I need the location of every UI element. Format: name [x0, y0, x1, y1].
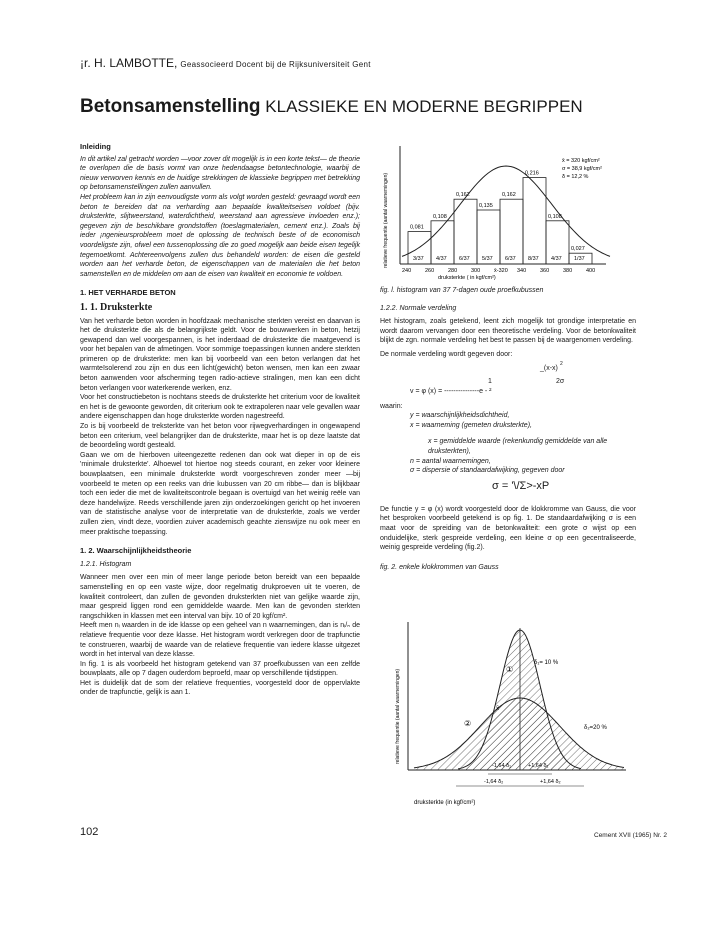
figure-2-gauss-curves	[388, 614, 636, 810]
def-y: y = waarschijnlijkheidsdichtheid,	[410, 412, 510, 420]
title-sub: KLASSIEKE EN MODERNE BEGRIPPEN	[265, 97, 583, 116]
fig2-xbar-mark: x̄	[496, 706, 499, 712]
fig1-tick-label: x̄-320	[494, 268, 508, 274]
right-column	[380, 286, 636, 572]
fig1-bar-count: 8/37	[528, 256, 539, 262]
fig1-tick-label: 260	[425, 268, 435, 274]
fig1-tick-label: 360	[540, 268, 550, 274]
fig2-curve-1-number: ①	[506, 665, 514, 674]
paragraph-druksterkte-4: Gaan we om de hierboven uiteengezette redenen dan ook wat dieper in op de eis 'minimale druksterkte'. Alhoewel tot hiertoe nog steeds courant, en zeker voor kleinere bouwplaatsen, een minimale druksterkte wordt voorgeschreven zonder meer —bij voorbeeld te meten op een reeks van drie kubussen van 20 cm ribbe— dan is blijkbaar toch een ieder die met de kwaliteitscontrole begaan is overtuigd van het weinig reële van deze handelwijze. Reeds verschillende jaren zijn onderzoekingen gericht op het invoeren van de statistische analyse voor de interpretatie van de druksterkte, zoals we verder zullen zien, vindt deze, voordien zuiver academisch geachte zienswijze nu ook meer en meer praktische toepassing.	[80, 451, 360, 536]
fig1-xlabel: druksterkte ( in kgf/cm²)	[438, 275, 496, 280]
heading-histogram: 1.2.1. Histogram	[80, 560, 132, 568]
paragraph-histogram-3: In fig. 1 is als voorbeeld het histogram getekend van 37 proefkubussen van een zelfde bouwplaats, alle op 7 dagen ouderdom beproefd, maar op verschillende tijdstippen.	[80, 660, 360, 678]
article-title	[80, 96, 583, 118]
formula-exponent-sup: 2	[560, 360, 563, 367]
page-number: 102	[80, 826, 99, 838]
fig1-bar-value: 0,081	[410, 224, 424, 231]
fig1-legend-sigma: σ = 38,9 kgf/cm²	[562, 166, 602, 172]
formula-exponent: _(x-x)	[540, 364, 558, 372]
fig2-curve-2-delta: δ₂=20 %	[584, 725, 607, 731]
author-role: Geassocieerd Docent bij de Rijksuniversiteit Gent	[180, 60, 371, 69]
fig1-bar-count: 5/37	[482, 256, 493, 262]
author-name: ¡r. H. LAMBOTTE,	[80, 56, 178, 70]
fig1-bar-count: 4/37	[436, 256, 447, 262]
fig1-bar-value: 0,108	[548, 213, 562, 220]
fig2-outer-left: -1,64 δ₂	[484, 779, 504, 785]
formula-main: v = φ (x) = ---------------e - ²	[410, 387, 492, 395]
formula-one: 1	[488, 377, 492, 385]
figure-1-caption: fig. l. histogram van 37 7-dagen oude proefkubussen	[380, 287, 544, 294]
fig1-tick-label: 240	[402, 268, 412, 274]
def-xbar-1: x = gemiddelde waarde (rekenkundig gemiddelde van alle	[428, 438, 608, 446]
fig1-bar-count: 6/37	[505, 256, 516, 262]
fig1-bar-count: 3/37	[413, 256, 424, 262]
paragraph-druksterkte-3: Zo is bij voorbeeld de treksterkte van het beton voor rijwegverhardingen in ongewapend beton een criterium, veel belangrijker dan de druksterkte, maar het is op deze laatste dat de beoordeling wordt gesteald.	[80, 423, 360, 450]
fig2-curve-2-number: ②	[464, 719, 472, 728]
paragraph-druksterkte-2: Voor het constructiebeton is nochtans steeds de druksterkte het criterium voor de kwaliteit en het is de gewoonte geworden, dit criterium ook te extrapoleren naar vele gevallen waar andere eigenschappen dan hoge druksterkte worden nagestreefd.	[80, 394, 360, 421]
heading-waarschijnlijkheid: 1. 2. Waarschijnlijkheidstheorie	[80, 546, 192, 556]
fig1-bar-value: 0,162	[502, 192, 516, 199]
heading-verharde-beton: 1. HET VERHARDE BETON	[80, 288, 176, 298]
fig2-xlabel: druksterkte (in kgf/cm²)	[414, 800, 476, 806]
fig1-tick-label: 300	[471, 268, 481, 274]
fig1-bar	[523, 178, 546, 264]
paragraph-normale-2: De normale verdeling wordt gegeven door:	[380, 350, 513, 358]
fig2-ylabel: relatieve frequentie (aantal waarnemingen)	[395, 668, 401, 764]
figure-1-histogram	[378, 140, 630, 280]
fig1-bar	[500, 199, 523, 264]
fig1-tick-label: 280	[448, 268, 458, 274]
fig1-bar-value: 0,135	[479, 203, 493, 209]
fig1-ylabel: relatieve frequentie (aantal waarnemingen)	[383, 172, 389, 268]
paragraph-druksterkte-1: Van het verharde beton worden in hoofdzaak mechanische sterkten vereist en daarvan is het de druksterkte die als de belangrijkste geldt. Voor de bouwwerken in beton, hetzij gewapend dan wel voorgespannen, is het inderdaad de druksterkte die maatgevend is voor het bepalen van de afmetingen. Voor sommige toepassingen kunnen andere sterkten primeren op de druksterkte: men kan bij voorbeeld van een beton verlangen dat het warmteïsolerend zou zijn en dus een licht(gewicht) beton wensen, men kan een zwaar beton aanwenden voor afscherming tegen radio-actieve stralingen, men kan een dicht beton verlangen voor waterkerende werken, enz.	[80, 317, 360, 392]
paragraph-histogram-4: Het is duidelijk dat de som der relatieve frequenties, voorgesteld door de oppervlakte onder de trapfunctie, gelijk is aan 1.	[80, 679, 360, 697]
title-main: Betonsamenstelling	[80, 96, 261, 117]
journal-reference: Cement XVII (1965) Nr. 2	[594, 832, 667, 839]
fig1-tick-label: 400	[586, 268, 596, 274]
author-line	[80, 56, 371, 70]
formula-block	[380, 360, 636, 402]
fig1-bar-value: 0,162	[456, 192, 470, 199]
fig1-bar-count: 6/37	[459, 256, 470, 262]
heading-normale-verdeling: 1.2.2. Normale verdeling	[380, 304, 457, 312]
left-column	[80, 142, 360, 698]
intro-paragraph-2: Het probleem kan in zijn eenvoudigste vorm als volgt worden gesteld: gevraagd wordt een beton te bereiden dat na verharding aan bepaalde kwaliteitseisen voldoet (bijv. druksterkte, slijtweerstand, waterdichtheid, weerstand aan agressieve invloeden enz.); gegeven zijn de beschikbare grondstoffen (toeslagmaterialen, cement enz.). Zoals bij ieder ¡ngenieursprobleem moet de oplossing de technisch beste of de economisch voordeligste zijn, ofwel een tussenoplossing die zo goed mogelijk aan beide eisen tegelijk tegemoetkomt. Achtereenvolgens zullen dus behandeld worden: de eisen die gesteld worden aan het verharde beton, de eigenschappen van de materialen die het beton samenstellen en de middelen om aan de eisen van kwaliteit en economie te voldoen.	[80, 193, 360, 278]
fig1-bar-value: 0,027	[571, 246, 585, 253]
fig1-tick-label: 340	[517, 268, 527, 274]
fig1-bar-value: 0,216	[525, 170, 539, 177]
formula-two-sigma: 2σ	[556, 377, 565, 385]
fig2-inner-left: -1,64 δ₁	[492, 763, 511, 769]
def-x: x = waarneming (gemeten druksterkte),	[410, 421, 532, 429]
waarin-label: waarin:	[380, 402, 403, 410]
fig1-tick-label: 380	[563, 268, 573, 274]
heading-inleiding: Inleiding	[80, 142, 111, 151]
fig1-legend-mean: x̄ = 320 kgf/cm²	[562, 158, 600, 164]
paragraph-normale-3: De functie y = φ (x) wordt voorgesteld door de klokkromme van Gauss, die voor het besproken voorbeeld getekend is op fig. 1. De standaardafwijking σ is een maat voor de spreiding van de betonkwaliteit: een grote σ wijst op een onduidelijke, sterk gespreide verdeling, een kleine σ op een gecentraliseerde, weinig gespreide verdeling (fig.2).	[380, 505, 636, 552]
paragraph-histogram-2: Heeft men nᵢ waarden in de ide klasse op een geheel van n waarnemingen, dan is nᵢ/ₙ de relatieve frequentie voor deze klasse. Het histogram wordt verkregen door de trapfunctie te construeren, waarbij de waarde van de relatieve frequentie van iedere klasse uitgezet wordt in het interval van deze klasse.	[80, 622, 360, 659]
def-xbar-2: druksterkten),	[428, 447, 471, 455]
def-n: n = aantal waarnemingen,	[410, 457, 491, 465]
sigma-formula: σ = '\/Σ>-xP	[492, 479, 550, 492]
fig1-bar-count: 4/37	[551, 256, 562, 262]
fig1-bar-value: 0,108	[433, 213, 447, 220]
fig2-curve-1-delta: δ₁= 10 %	[534, 660, 559, 666]
fig1-bar-count: 1/37	[574, 256, 585, 262]
fig1-legend-delta: δ = 12,2 %	[562, 174, 589, 180]
heading-druksterkte: 1. 1. Druksterkte	[80, 301, 153, 313]
intro-paragraph-1: In dit artikel zal getracht worden —voor zover dit mogelijk is in een korte tekst— de theorie te overlopen die de basis vormt van onze hedendaagse betontechnologie, waarbij de nieuw verworven kennis en de huidige strekkingen de klassieke begrippen met betrekking op betonsamenstellingen zullen aanvullen.	[80, 155, 360, 192]
paragraph-histogram-1: Wanneer men over een min of meer lange periode beton bereidt van een bepaalde samenstelling en op een vaste wijze, door regelmatig drukproeven uit te voeren, de kwaliteit controleert, dan zullen de gevonden druksterkten niet van gelijke waarde zijn, maar gespreid liggen rond een gemiddelde waarde. Men kan de gevonden sterkten rangschikken in klassen met een interval van bijv. 10 of 20 kgf/cm².	[80, 574, 360, 620]
figure-2-caption: fig. 2. enkele klokkrommen van Gauss	[380, 563, 499, 571]
fig2-inner-right: +1,64 δ₁	[528, 763, 549, 769]
paragraph-normale-1: Het histogram, zoals getekend, leent zich mogelijk tot grondige interpretatie en wordt daarom vervangen door een theoretische verdeling. Voor de betonkwaliteit blijkt de zgn. normale verdeling het best te passen bij de waargenomen verdeling.	[380, 318, 636, 345]
fig2-outer-right: +1,64 δ₂	[540, 779, 561, 785]
def-sigma: σ = dispersie of standaardafwijking, gegeven door	[410, 467, 565, 475]
fig1-bar	[454, 199, 477, 264]
